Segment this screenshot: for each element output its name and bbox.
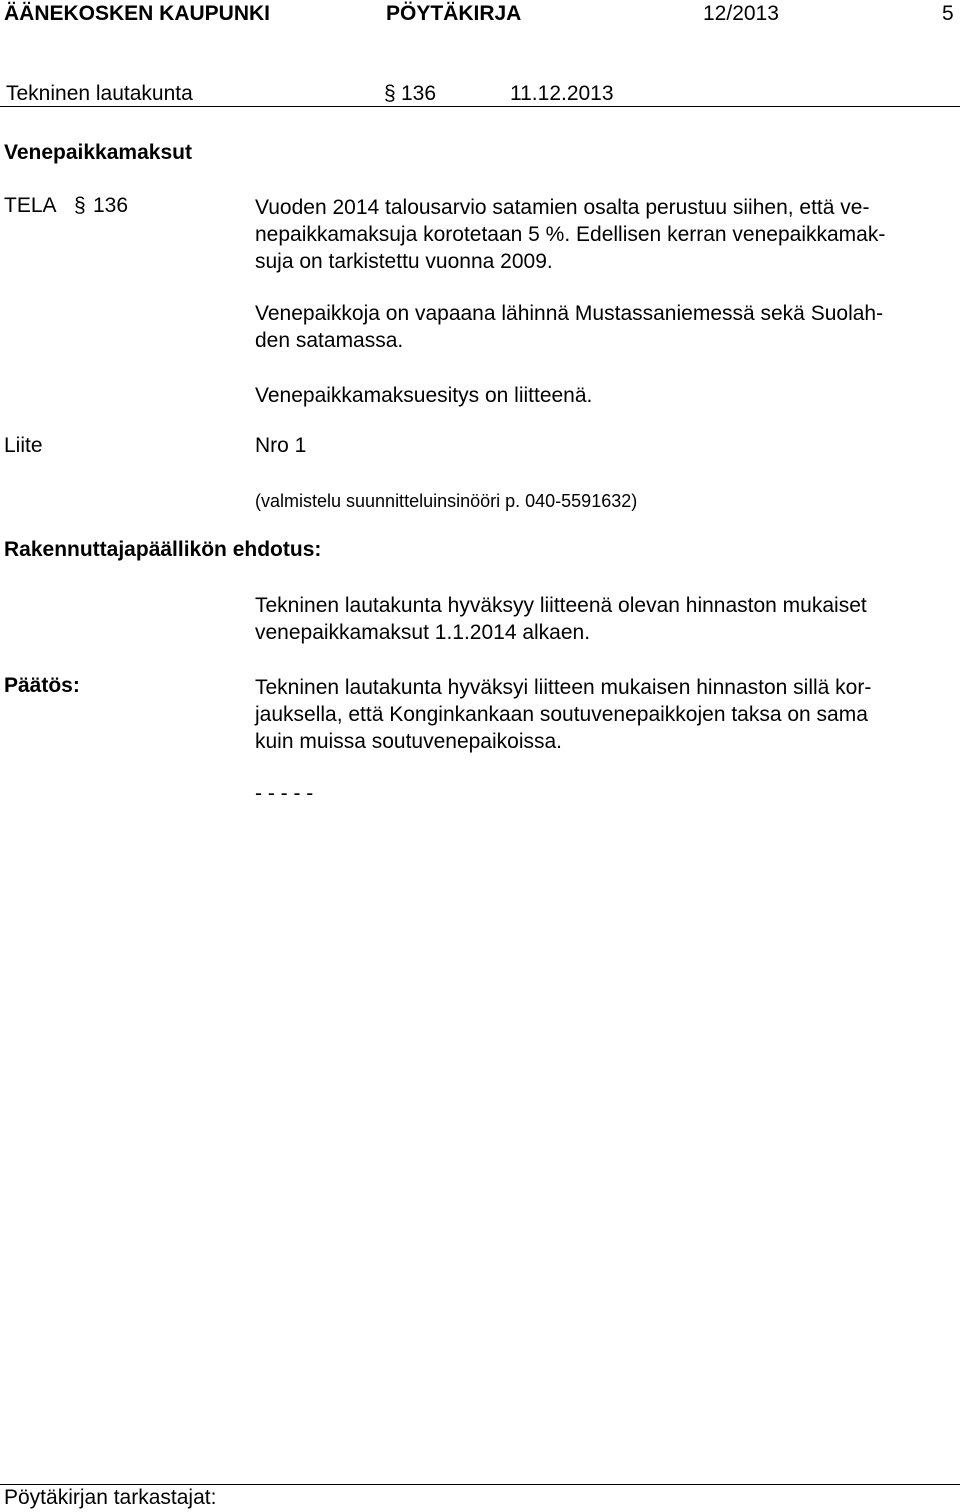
proposal-label: Rakennuttajapäällikön ehdotus: [4,538,322,561]
page-number: 5 [942,2,954,25]
paragraph-availability [255,300,955,354]
reference-label: TELA [4,194,57,217]
preparer-note: (valmistelu suunnitteluinsinööri p. 040-5591632) [255,491,638,511]
paragraph-line: den satamassa. [255,329,404,352]
separator: - - - - - [255,782,314,805]
paragraph-line: Tekninen lautakunta hyväksyi liitteen mukaisen hinnaston sillä kor- [255,676,872,699]
reference-section-sign: § [74,194,86,217]
paragraph-line: Tekninen lautakunta hyväksyy liitteenä olevan hinnaston mukaiset [255,594,867,617]
committee-name: Tekninen lautakunta [6,82,193,105]
reference-number: 136 [93,194,129,217]
attachment-label: Liite [4,434,43,457]
footer-divider [0,1484,960,1485]
header-divider [0,106,960,107]
paragraph-attachment: Venepaikkamaksuesitys on liitteenä. [255,384,593,407]
item-title: Venepaikkamaksut [4,141,192,164]
paragraph-line: venepaikkamaksut 1.1.2014 alkaen. [255,621,591,644]
proposal-text [255,592,955,646]
paragraph-line: jauksella, että Konginkankaan soutuvenepaikkojen taksa on sama [255,703,868,726]
document-type: PÖYTÄKIRJA [386,2,522,25]
paragraph-line: Venepaikkoja on vapaana lähinnä Mustassaniemessä sekä Suolah- [255,302,884,325]
paragraph-line: nepaikkamaksuja korotetaan 5 %. Edellisen kerran venepaikkamak- [255,223,886,246]
section-sign: § [384,82,396,105]
organization-name: ÄÄNEKOSKEN KAUPUNKI [4,2,271,25]
document-number: 12/2013 [703,2,779,25]
paragraph-line: kuin muissa soutuvenepaikoissa. [255,730,563,753]
decision-label: Päätös: [4,674,80,697]
decision-text [255,674,955,755]
attachment-number: Nro 1 [255,434,307,457]
paragraph-budget [255,194,955,275]
signers-label: Pöytäkirjan tarkastajat: [4,1486,217,1509]
meeting-date: 11.12.2013 [510,82,614,105]
paragraph-line: suja on tarkistettu vuonna 2009. [255,250,553,273]
paragraph-line: Vuoden 2014 talousarvio satamien osalta perustuu siihen, että ve- [255,196,870,219]
section-number: 136 [401,82,437,105]
